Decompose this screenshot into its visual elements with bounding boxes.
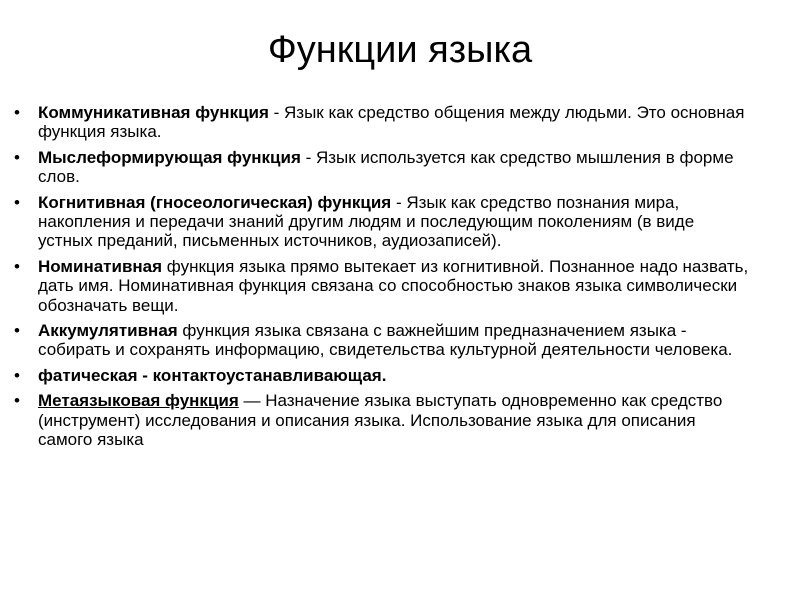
slide-title: Функции языка — [267, 29, 533, 71]
bullet: • — [14, 365, 20, 385]
item-term: фатическая - контактоустанавливающая. — [38, 365, 387, 385]
bullet: • — [14, 103, 20, 122]
item-text: функция языка прямо вытекает из когнитивной. Познанное надо назвать, дать имя. Номинативная функция связана со способностью знаков языка символически обозначать вещи. — [38, 256, 749, 315]
list-item — [12, 391, 752, 449]
list-item — [12, 257, 752, 315]
item-text: - Язык как средство общения между людьми. Это основная функция языка. — [38, 103, 745, 142]
item-term-link[interactable]: Метаязыковая функция — [38, 391, 239, 411]
item-text: - Язык как средство познания мира, накопления и передачи знаний другим людям и последующим поколениям (в виде устных преданий, письменных источников, аудиозаписей). — [38, 192, 695, 251]
list-item — [12, 366, 752, 385]
list-item — [12, 103, 752, 142]
item-term: Когнитивная (гносеологическая) функция — [38, 192, 392, 212]
bullet: • — [14, 192, 20, 212]
list-item — [12, 321, 752, 360]
item-term: Мыслеформирующая функция — [38, 147, 301, 167]
item-text: - Язык используется как средство мышления в форме слов. — [38, 147, 734, 187]
item-text: функция языка связана с важнейшим предназначением языка - собирать и сохранять информацию, свидетельства культурной деятельности человека. — [38, 321, 733, 360]
bullet: • — [14, 391, 20, 411]
item-term: Номинативная — [38, 256, 163, 276]
bullet: • — [14, 256, 20, 276]
item-text: — Назначение языка выступать одновременно как средство (инструмент) исследования и описания языка. Использование языка для описания самого языка — [38, 391, 723, 450]
list-item — [12, 148, 752, 187]
bullet: • — [14, 147, 20, 167]
item-term: Коммуникативная функция — [38, 103, 269, 122]
list-item — [12, 193, 752, 251]
functions-list — [12, 103, 752, 456]
bullet: • — [14, 321, 20, 341]
item-term: Аккумулятивная — [38, 321, 178, 341]
